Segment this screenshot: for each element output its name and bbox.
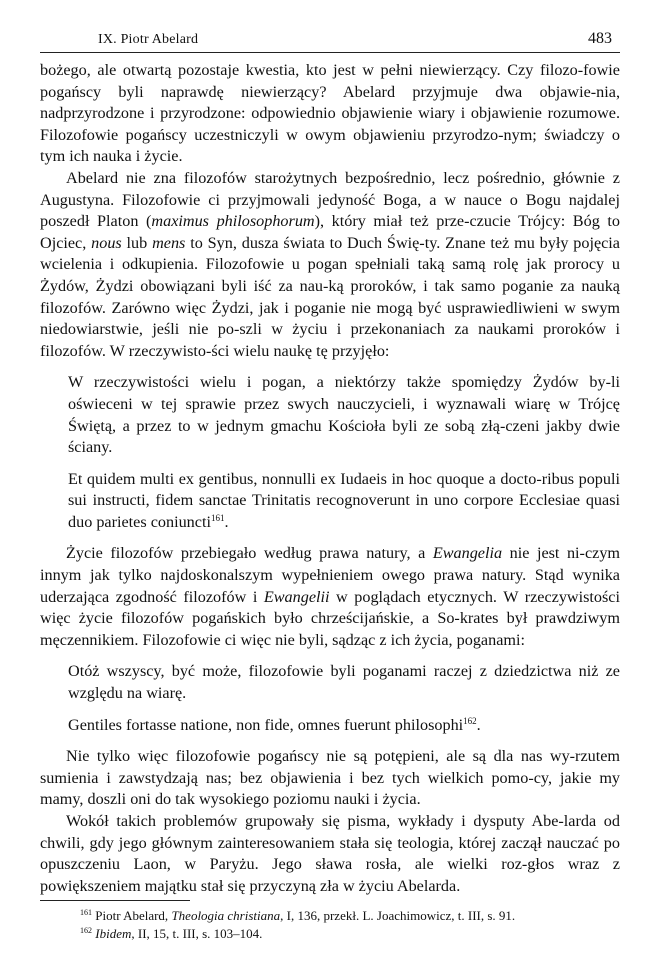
- paragraph: Nie tylko więc filozofowie pogańscy nie są potępieni, ale są dla nas wy-rzutem sumienia i zawstydzają nas; bez objawienia i bez tych wielkich pomo-cy, jakie my mamy, doszli oni do tak wysokiego poziomu nauki i życia.: [40, 747, 620, 809]
- footnote-ref[interactable]: 161: [210, 512, 225, 523]
- paragraph: Wokół takich problemów grupowały się pisma, wykłady i dysputy Abe-larda od chwili, gdy jego głównym zainteresowaniem stała się teologia, której zaczął nauczać po opuszczeniu Laon, w Paryżu. Jego sława rosła, ale wielki roz-głos wraz z powiększeniem majątku stał się przyczyną zła w życiu Abelarda.: [40, 812, 620, 895]
- paragraph: Abelard nie zna filozofów starożytnych bezpośrednio, lecz pośrednio, głównie z Augustyna. Filozofowie ci przyjmowali jedyność Boga, a w nauce o Bogu najdalej poszedł Platon (maximus philosophorum), który miał też prze-czucie Trójcy: Bóg to Ojciec, nous lub mens to Syn, dusza świata to Duch Świę-ty. Znane też mu były pojęcia wcielenia i odkupienia. Filozofowie u pogan spełniali taką samą rolę jak prorocy u Żydów, Żydzi obowiązani byli iść za nau-ką proroków, i tak samo poganie za nauką filozofów. Zarówno więc Żydzi, jak i poganie nie mogą być usprawiedliwieni w swym niedowiarstwie, jeśli nie po-szli w życiu i przekonaniach za naukami proroków i filozofów. W rzeczywisto-ści wielu naukę tę przyjęło:: [40, 168, 620, 360]
- footnote: $^{161}$ Piotr Abelard, Theologia christiana, I, 136, przekł. L. Joachimowicz, t. III, s. 91.: [80, 908, 516, 923]
- block-quote: W rzeczywistości wielu i pogan, a niektórzy także spomiędzy Żydów by-li oświeceni w tej sprawie przez swych nauczycieli, i wyznawali wiarę w Trójcę Świętą, a przez to w jednym gmachu Kościoła byli ze sobą złą-czeni jakby dwie ściany.: [68, 373, 620, 457]
- footnotes: [40, 900, 620, 943]
- paragraph: Życie filozofów przebiegało według prawa natury, a Ewangelia nie jest ni-czym innym jak tylko najdoskonalszym wypełnieniem owego prawa natury. Stąd wynika uderzająca zgodność filozofów i Ewangelii w poglądach etycznych. W rzeczywistości więc życie filozofów pogańskich było chrześcijańskie, a So-krates był prawdziwym męczennikiem. Filozofowie ci więc nie byli, sądząc z ich życia, poganami:: [40, 544, 621, 649]
- main-text: [40, 60, 620, 897]
- footnote: $^{162}$ Ibidem, II, 15, t. III, s. 103–104.: [80, 926, 263, 941]
- footnote-divider: [40, 900, 190, 901]
- paragraph: bożego, ale otwartą pozostaje kwestia, kto jest w pełni niewierzący. Czy filozo-fowie pogańscy byli naprawdę niewierzący? Abelard przyjmuje dwa objawie-nia, nadprzyrodzone i przyrodzone: odpowiednio objawienie wiary i objawienie rozumowe. Filozofowie pogańscy uczestniczyli w owym objawieniu przyrodzo-nym; świadczy o tym ich nauka i życie.: [40, 61, 620, 166]
- block-quote-latin: Gentiles fortasse natione, non fide, omnes fuerunt philosophi$^{162}$.: [68, 715, 481, 734]
- block-quote-latin: Et quidem multi ex gentibus, nonnulli ex Iudaeis in hoc quoque a docto-ribus populi sui instructi, fidem sanctae Trinitatis recognoverunt in uno corpore Ecclesiae quasi duo parietes coniuncti$^{161}$.: [68, 469, 620, 531]
- chapter-title: IX. Piotr Abelard: [98, 32, 199, 47]
- running-header: [40, 30, 620, 53]
- page-number: 483: [588, 30, 612, 47]
- footnote-ref[interactable]: 162: [463, 715, 477, 726]
- block-quote: Otóż wszyscy, być może, filozofowie byli poganami raczej z dziedzictwa niż ze względu na wiarę.: [68, 662, 620, 703]
